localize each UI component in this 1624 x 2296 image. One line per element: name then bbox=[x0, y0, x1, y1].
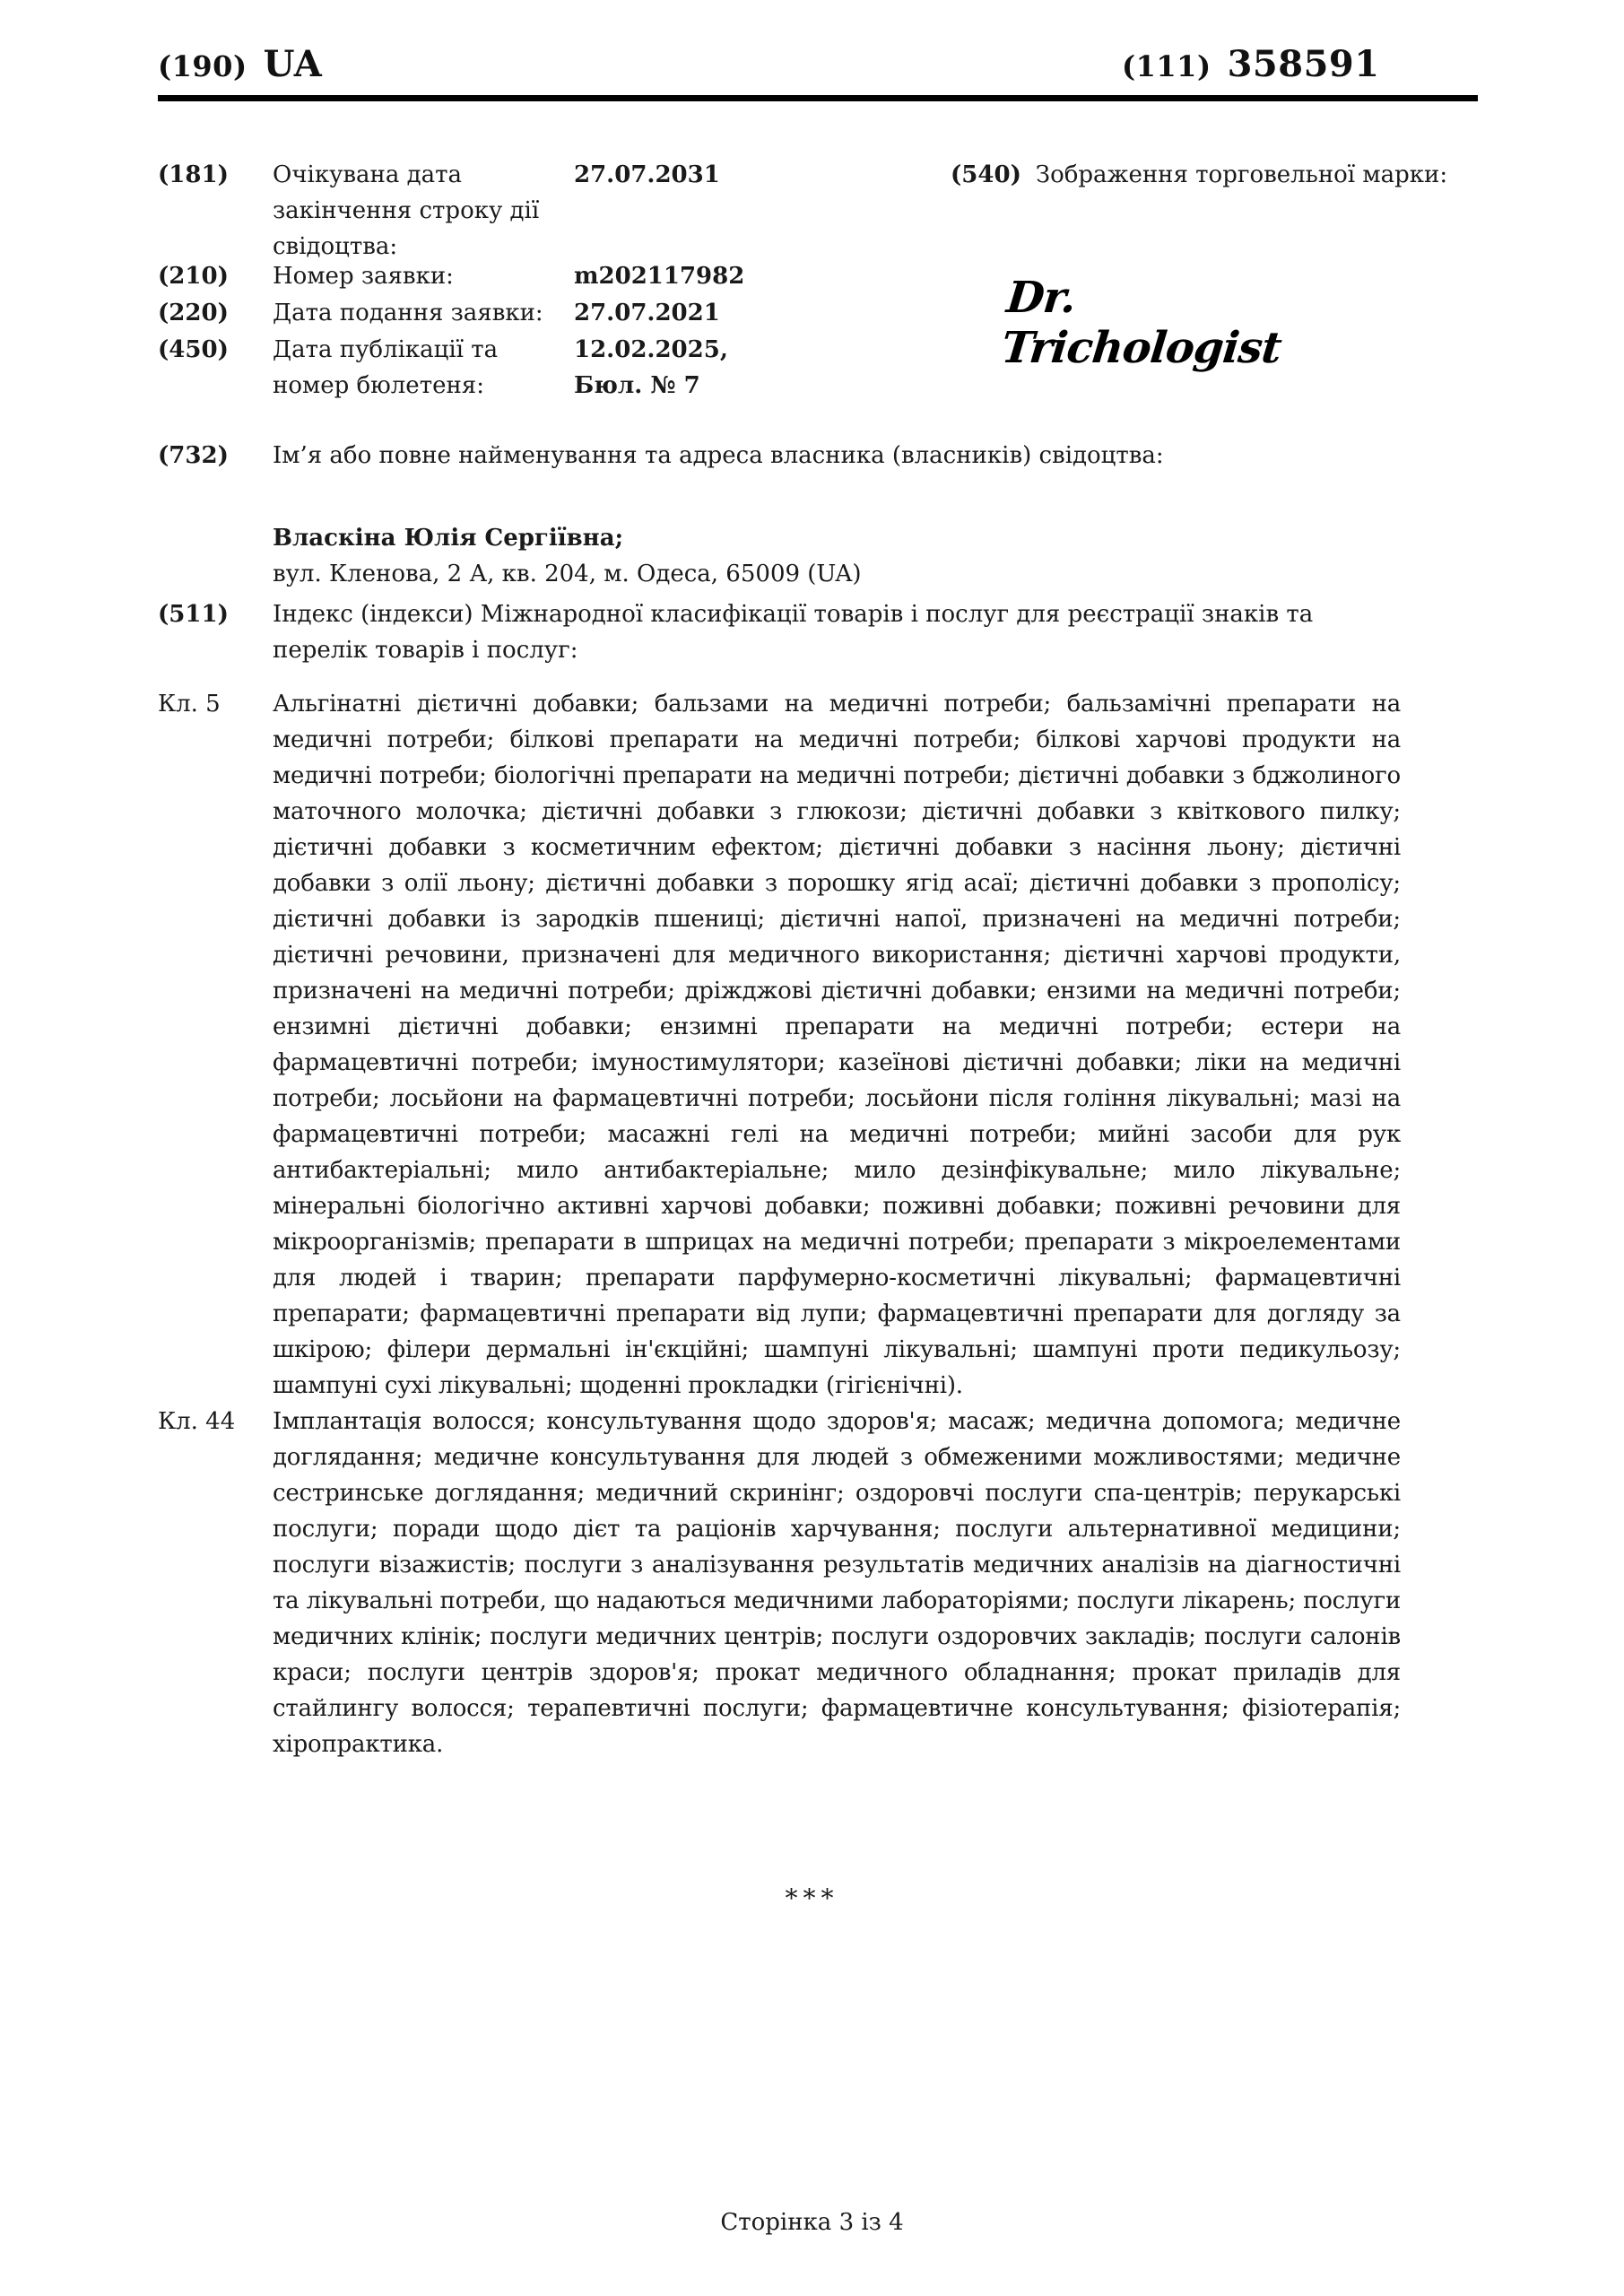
class-label: Кл. 44 bbox=[158, 1408, 236, 1435]
field-code-732: (732) bbox=[158, 442, 229, 469]
header-divider bbox=[158, 95, 1478, 101]
field-value-publication-date bbox=[574, 332, 915, 404]
field-code-181: (181) bbox=[158, 161, 229, 188]
field-code-540: (540) bbox=[951, 161, 1021, 188]
field-code-450: (450) bbox=[158, 336, 229, 363]
document-header bbox=[158, 36, 1478, 100]
bulletin-number: Бюл. № 7 bbox=[574, 372, 700, 399]
goods-services-list bbox=[158, 686, 1413, 1762]
class-entry bbox=[158, 686, 1413, 1404]
registration-number: 358591 bbox=[1227, 43, 1380, 85]
registration-number-block bbox=[1122, 43, 1380, 85]
class-goods-text: Альгінатні дієтичні добавки; бальзами на медичні потреби; бальзамічні препарати на медичні потреби; білкові препарати на медичні потреби; білкові харчові продукти на медичні потреби; біологічні препарати на медичні потреби; дієтичні добавки з бджолиного маточного молочка; дієтичні добавки з глюкози; дієтичні добавки з квіткового пилку; дієтичні добавки з косметичним ефектом; дієтичні добавки з насіння льону; дієтичні добавки з олії льону; дієтичні добавки з порошку ягід асаї; дієтичні добавки з прополісу; дієтичні добавки із зародків пшениці; дієтичні напої, призначені на медичні потреби; дієтичні речовини, призначені для медичного використання; дієтичні харчові продукти, призначені на медичні потреби; дріжджові дієтичні добавки; ензими на медичні потреби; ензимні дієтичні добавки; ензимні препарати на медичні потреби; естери на фармацевтичні потреби; імуностимулятори; казеїнові дієтичні добавки; ліки на медичні потреби; лосьйони на фармацевтичні потреби; лосьйони після гоління лікувальні; мазі на фармацевтичні потреби; масажні гелі на медичні потреби; мийні засоби для рук антибактеріальні; мило антибактеріальне; мило дезінфікувальне; мило лікувальне; мінеральні біологічно активні харчові добавки; поживні добавки; поживні речовини для мікроорганізмів; препарати в шприцах на медичні потреби; препарати з мікроелементами для людей і тварин; препарати парфумерно-косметичні лікувальні; фармацевтичні препарати; фармацевтичні препарати від лупи; фармацевтичні препарати для догляду за шкірою; філери дермальні ін'єкційні; шампуні лікувальні; шампуні проти педикульозу; шампуні сухі лікувальні; щоденні прокладки (гігієнічні). bbox=[273, 691, 1401, 1399]
trademark-section bbox=[951, 157, 1453, 193]
registration-number-label: (111) bbox=[1122, 49, 1211, 83]
publication-date: 12.02.2025, bbox=[574, 336, 728, 363]
trademark-label: Зображення торговельної марки: bbox=[1035, 161, 1448, 188]
field-label-filing-date: Дата подання заявки: bbox=[273, 300, 543, 326]
field-label-application-number: Номер заявки: bbox=[273, 263, 454, 290]
trademark-image bbox=[999, 273, 1284, 373]
owner-body bbox=[273, 438, 1403, 592]
class-label: Кл. 5 bbox=[158, 691, 221, 718]
field-label-expiry-date: Очікувана дата закінчення строку дії свідоцтва: bbox=[273, 161, 540, 260]
country-code-label: (190) bbox=[158, 49, 248, 83]
section-separator: *** bbox=[785, 1883, 839, 1913]
owner-name: Власкіна Юлія Сергіївна; bbox=[273, 525, 624, 552]
field-value-application-number: m202117982 bbox=[574, 263, 745, 290]
owner-address: вул. Кленова, 2 А, кв. 204, м. Одеса, 65009 (UA) bbox=[273, 561, 862, 587]
classification-label: Індекс (індекси) Міжнародної класифікації товарів і послуг для реєстрації знаків та перелік товарів і послуг: bbox=[273, 601, 1314, 664]
field-value-filing-date: 27.07.2021 bbox=[574, 300, 720, 326]
owner-label: Ім’я або повне найменування та адреса власника (власників) свідоцтва: bbox=[273, 442, 1164, 469]
country-code-block bbox=[158, 43, 322, 85]
trademark-logo-text: Dr. Trichologist bbox=[999, 273, 1284, 373]
field-code-511: (511) bbox=[158, 601, 229, 628]
page-number: Сторінка 3 із 4 bbox=[720, 2209, 904, 2236]
field-value-expiry-date: 27.07.2031 bbox=[574, 161, 720, 188]
class-services-text: Імплантація волосся; консультування щодо здоров'я; масаж; медична допомога; медичне доглядання; медичне консультування для людей з обмеженими можливостями; медичне сестринське доглядання; медичний скринінг; оздоровчі послуги спа-центрів; перукарські послуги; поради щодо дієт та раціонів харчування; послуги альтернативної медицини; послуги візажистів; послуги з аналізування результатів медичних аналізів на діагностичні та лікувальні потреби, що надаються медичними лабораторіями; послуги лікарень; послуги медичних клінік; послуги медичних центрів; послуги оздоровчих закладів; послуги салонів краси; послуги центрів здоров'я; прокат медичного обладнання; прокат приладів для стайлингу волосся; терапевтичні послуги; фармацевтичне консультування; фізіотерапія; хіропрактика. bbox=[273, 1408, 1401, 1758]
field-label-publication-date: Дата публікації та номер бюлетеня: bbox=[273, 336, 499, 399]
field-code-210: (210) bbox=[158, 263, 229, 290]
country-code: UA bbox=[263, 43, 323, 85]
class-entry bbox=[158, 1404, 1413, 1762]
field-code-220: (220) bbox=[158, 300, 229, 326]
